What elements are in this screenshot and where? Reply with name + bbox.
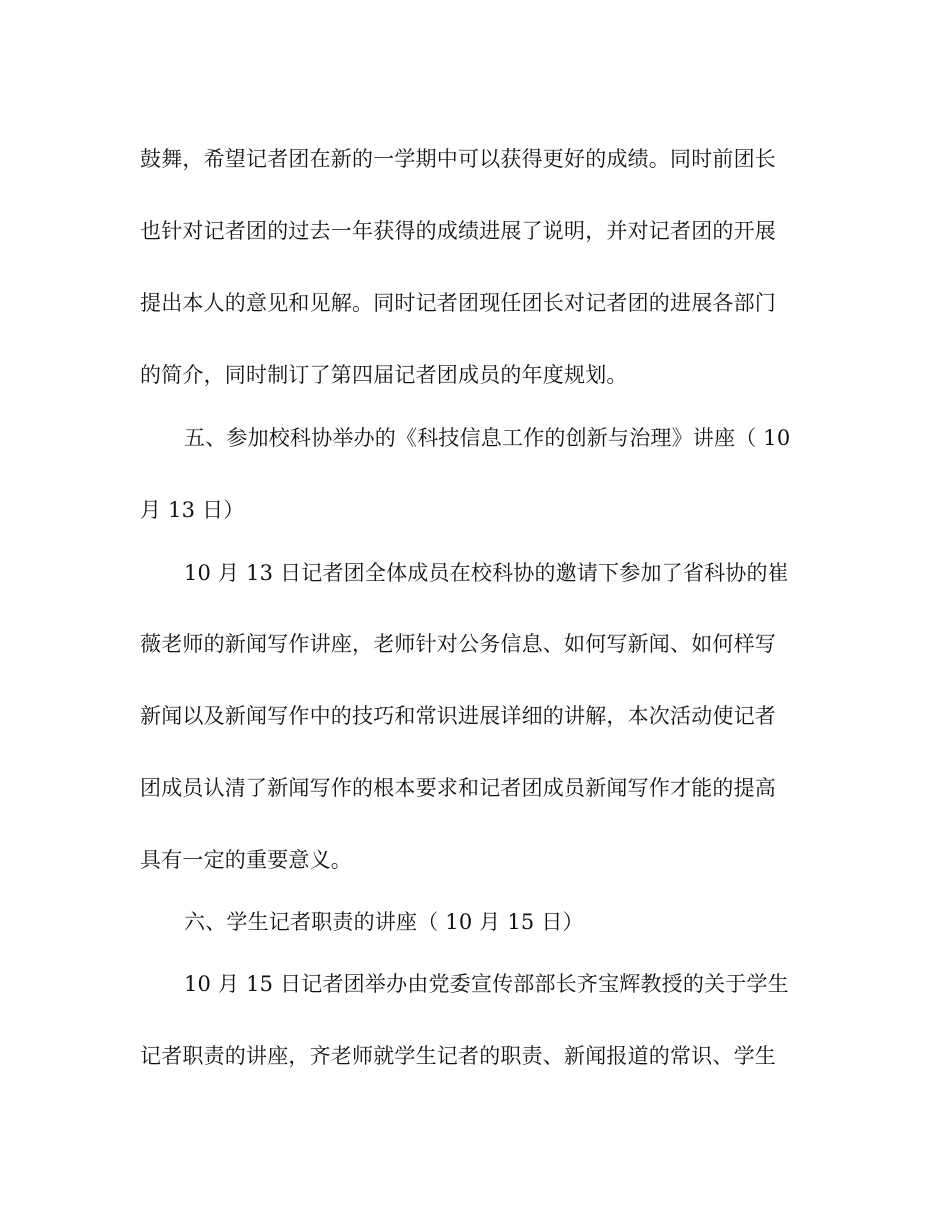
paragraph-line: 10 月 15 日记者团举办由党委宣传部部长齐宝辉教授的关于学生 — [184, 972, 789, 996]
paragraph-line: 具有一定的重要意义。 — [140, 848, 352, 872]
section-heading-line: 月 13 日） — [140, 498, 245, 522]
paragraph-line: 新闻以及新闻写作中的技巧和常识进展详细的讲解，本次活动使记者 — [140, 704, 776, 728]
paragraph-line: 鼓舞，希望记者团在新的一学期中可以获得更好的成绩。同时前团长 — [140, 147, 776, 171]
paragraph-line: 薇老师的新闻写作讲座，老师针对公务信息、如何写新闻、如何样写 — [140, 632, 776, 656]
paragraph-line: 团成员认清了新闻写作的根本要求和记者团成员新闻写作才能的提高 — [140, 776, 776, 800]
paragraph-line: 记者职责的讲座，齐老师就学生记者的职责、新闻报道的常识、学生 — [140, 1044, 776, 1068]
paragraph-line: 10 月 13 日记者团全体成员在校科协的邀请下参加了省科协的崔 — [184, 561, 789, 585]
section-heading-line: 五、参加校科协举办的《科技信息工作的创新与治理》讲座（ 10 — [184, 426, 791, 450]
section-heading-line: 六、学生记者职责的讲座（ 10 月 15 日） — [184, 910, 584, 934]
paragraph-line: 也针对记者团的过去一年获得的成绩进展了说明，并对记者团的开展 — [140, 219, 776, 243]
paragraph-line: 的简介，同时制订了第四届记者团成员的年度规划。 — [140, 363, 628, 387]
paragraph-line: 提出本人的意见和见解。同时记者团现任团长对记者团的进展各部门 — [140, 291, 776, 315]
